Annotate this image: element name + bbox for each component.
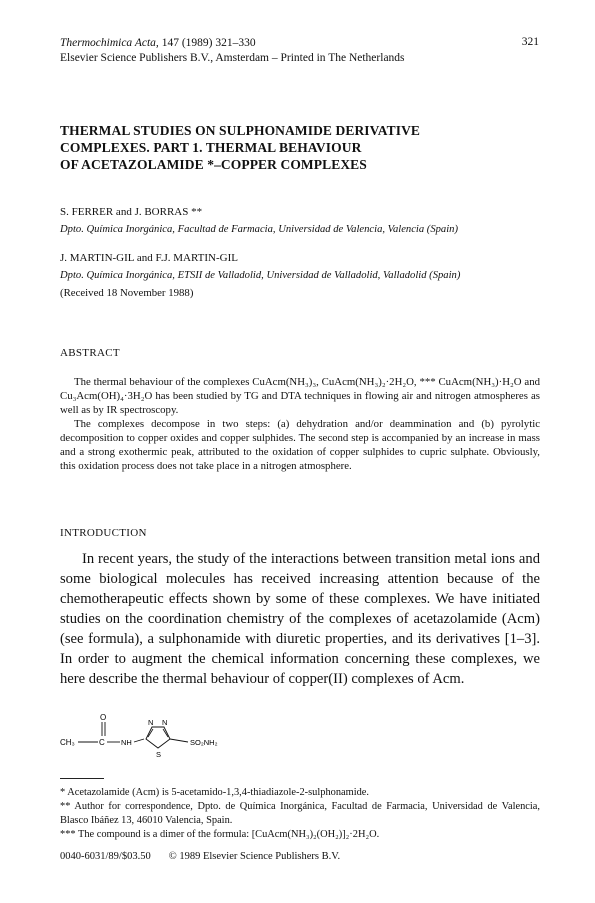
affiliation-2: Dpto. Química Inorgánica, ETSII de Valladolid, Universidad de Valladolid, Valladolid (Spain) <box>60 270 461 281</box>
formula-nh: NH <box>121 738 132 747</box>
affiliation-1: Dpto. Química Inorgánica, Facultad de Farmacia, Universidad de Valencia, Valencia (Spain) <box>60 224 458 235</box>
formula-carbon: C <box>99 738 105 747</box>
received-date: (Received 18 November 1988) <box>60 287 194 299</box>
copyright-notice: © 1989 Elsevier Science Publishers B.V. <box>168 851 341 862</box>
formula-oxygen: O <box>100 713 107 722</box>
abstract-paragraph-1: The thermal behaviour of the complexes CuAcm(NH₃)₃, CuAcm(NH₃)₂·2H₂O, *** CuAcm(NH₃)·H₂O and Cu₃Acm(OH)₄·3H₂O has been studied by TG and DTA techniques in flowing air and nitrogen atmospheres as well as by IR spectroscopy. <box>60 376 540 416</box>
formula-sulphonamide: SO₂NH₂ <box>190 738 218 747</box>
footnote-2: ** Author for correspondence, Dpto. de Química Inorgánica, Facultad de Farmacia, Universidad de Valencia, Blasco Ibáñez 13, 46010 Valencia, Spain. <box>60 801 540 826</box>
publisher-line: Elsevier Science Publishers B.V., Amsterdam – Printed in The Netherlands <box>60 52 405 64</box>
author-group-2: J. MARTIN-GIL and F.J. MARTIN-GIL <box>60 252 238 264</box>
introduction-body <box>60 549 540 689</box>
abstract-body <box>60 375 540 473</box>
author-group-1: S. FERRER and J. BORRAS ** <box>60 206 203 218</box>
title-line-3: OF ACETAZOLAMIDE *–COPPER COMPLEXES <box>60 157 367 172</box>
page-footer <box>60 851 358 862</box>
paper-title <box>60 122 540 173</box>
abstract-heading: ABSTRACT <box>60 347 120 359</box>
footnote-divider <box>60 778 104 779</box>
title-line-1: THERMAL STUDIES ON SULPHONAMIDE DERIVATIVE <box>60 123 421 138</box>
issn-price-code: 0040-6031/89/$03.50 <box>60 851 151 862</box>
formula-sulfur: S <box>156 750 162 759</box>
page-number: 321 <box>521 36 539 48</box>
formula-n2: N <box>162 718 168 727</box>
acetazolamide-structural-formula <box>60 712 300 772</box>
abstract-paragraph-2: The complexes decompose in two steps: (a) dehydration and/or deammination and (b) pyrolytic decomposition to copper oxides and copper sulphides. The second step is accompanied by an increase in mass and a strong exothermic peak, attributed to the oxidation of copper sulphides to cupric sulphate. Obviously, this oxidation process does not take place in a nitrogen atmosphere. <box>60 418 540 472</box>
formula-ch3: CH₃ <box>60 738 75 747</box>
formula-n1: N <box>148 718 154 727</box>
journal-name: Thermochimica Acta, <box>60 37 159 49</box>
footnotes <box>60 786 540 842</box>
running-header <box>60 36 405 66</box>
footnote-1: * Acetazolamide (Acm) is 5-acetamido-1,3,4-thiadiazole-2-sulphonamide. <box>60 787 370 798</box>
introduction-heading: INTRODUCTION <box>60 527 147 539</box>
footnote-3: *** The compound is a dimer of the formula: [CuAcm(NH₃)₂(OH₂)]₂·2H₂O. <box>60 829 380 840</box>
title-line-2: COMPLEXES. PART 1. THERMAL BEHAVIOUR <box>60 140 362 155</box>
citation: 147 (1989) 321–330 <box>158 37 256 49</box>
introduction-paragraph-1: In recent years, the study of the interactions between transition metal ions and some biological molecules has received increasing attention because of the chemotherapeutic effects shown by some of these complexes. We have initiated studies on the coordination chemistry of the complexes of acetazolamide (Acm) (see formula), a sulphonamide with diuretic properties, and its derivatives [1–3]. In order to augment the chemical information concerning these complexes, we here describe the thermal behaviour of copper(II) complexes of Acm. <box>60 551 540 687</box>
